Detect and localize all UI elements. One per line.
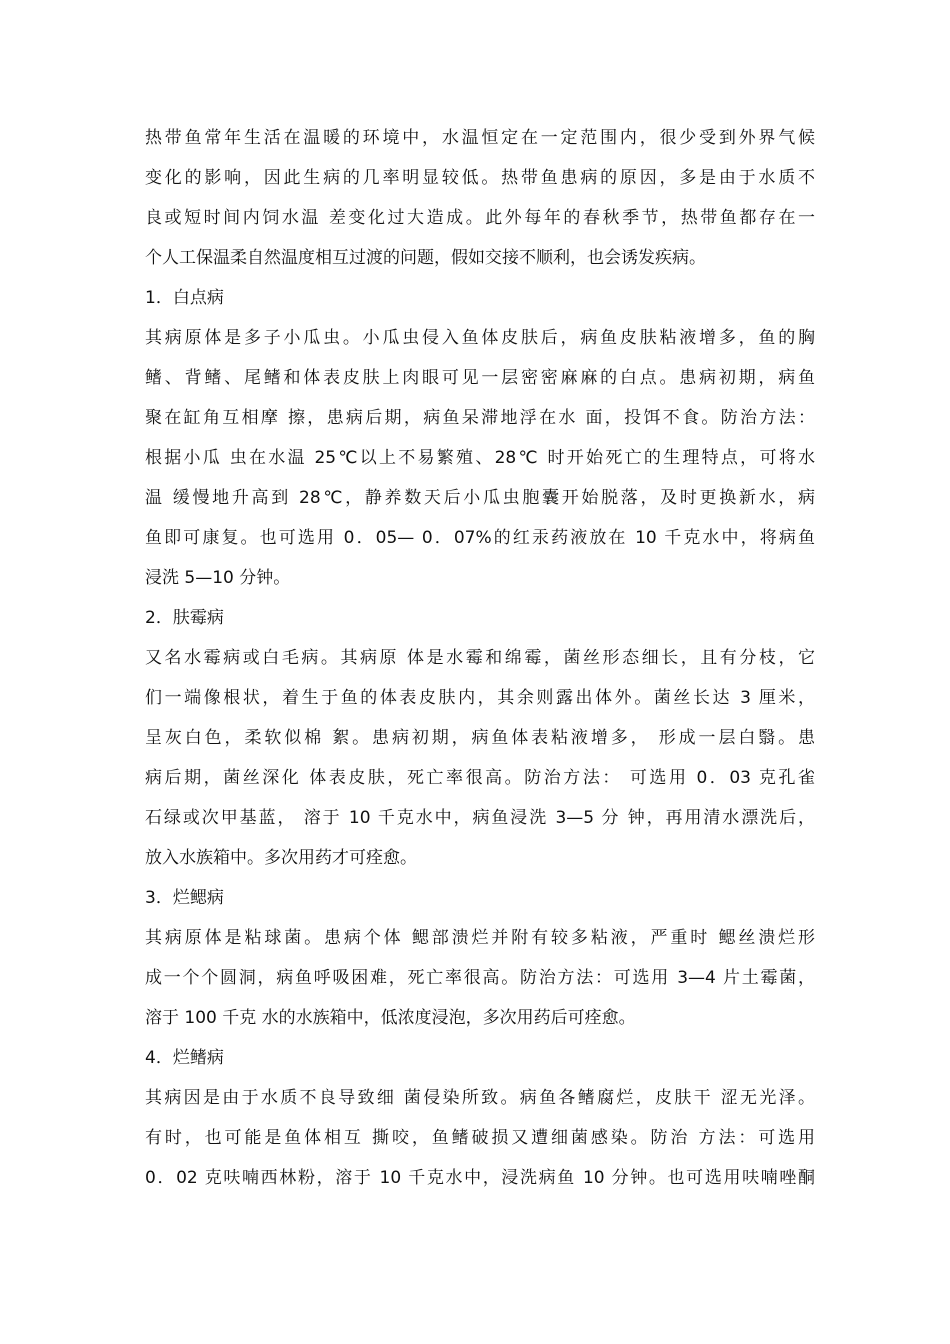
intro-line-4: 个人工保温柔自然温度相互过渡的问题，假如交接不顺利，也会诱发疾病。 [145,248,706,268]
section-line: 病后期，菌丝深化 体表皮肤，死亡率很高。防治方法： 可选用 0．03 克孔雀 [145,768,815,788]
section-line: 石绿或次甲基蓝， 溶于 10 千克水中，病鱼浸洗 3—5 分 钟，再用清水漂洗后， [145,808,815,828]
section-gill-rot [145,878,815,1038]
section-heading: 1．白点病 [145,288,224,308]
section-line: 放入水族箱中。多次用药才可痊愈。 [145,848,417,868]
section-line: 其病原体是多子小瓜虫。小瓜虫侵入鱼体皮肤后，病鱼皮肤粘液增多，鱼的胸 [145,328,815,348]
section-line: 聚在缸角互相摩 擦，患病后期，病鱼呆滞地浮在水 面，投饵不食。防治方法： [145,408,815,428]
section-fin-rot [145,1038,815,1198]
intro-line-3: 良或短时间内饲水温 差变化过大造成。此外每年的春秋季节，热带鱼都存在一 [145,208,815,228]
section-line: 们一端像根状，着生于鱼的体表皮肤内，其余则露出体外。菌丝长达 3 厘米， [145,688,815,708]
section-heading: 3．烂鳃病 [145,888,224,908]
intro-line-1: 热带鱼常年生活在温暖的环境中，水温恒定在一定范围内，很少受到外界气候 [145,128,815,148]
section-line: 成一个个圆洞，病鱼呼吸困难，死亡率很高。防治方法：可选用 3—4 片土霉菌， [145,968,815,988]
section-line: 根据小瓜 虫在水温 25℃以上不易繁殖、28℃ 时开始死亡的生理特点，可将水 [145,448,815,468]
section-line: 其病原体是粘球菌。患病个体 鳃部溃烂并附有较多粘液，严重时 鳃丝溃烂形 [145,928,815,948]
section-line: 溶于 100 千克 水的水族箱中，低浓度浸泡，多次用药后可痊愈。 [145,1008,636,1028]
section-line: 其病因是由于水质不良导致细 菌侵染所致。病鱼各鳍腐烂，皮肤干 涩无光泽。 [145,1088,815,1108]
section-line: 呈灰白色，柔软似棉 絮。患病初期，病鱼体表粘液增多， 形成一层白翳。患 [145,728,815,748]
section-heading: 2．肤霉病 [145,608,224,628]
section-line: 温 缓慢地升高到 28℃，静养数天后小瓜虫胞囊开始脱落，及时更换新水，病 [145,488,815,508]
intro-paragraph [145,118,815,278]
section-heading: 4．烂鳍病 [145,1048,224,1068]
section-skin-mold [145,598,815,878]
section-white-spot [145,278,815,598]
section-line: 鱼即可康复。也可选用 0．05— 0．07%的红汞药液放在 10 千克水中，将病鱼 [145,528,815,548]
section-line: 有时，也可能是鱼体相互 撕咬，鱼鳍破损又遭细菌感染。防治 方法：可选用 [145,1128,815,1148]
section-line: 浸洗 5—10 分钟。 [145,568,291,588]
document-body [145,118,815,1198]
section-line: 0．02 克呋喃西林粉，溶于 10 千克水中，浸洗病鱼 10 分钟。也可选用呋喃唑酮 [145,1168,815,1188]
intro-line-2: 变化的影响，因此生病的几率明显较低。热带鱼患病的原因，多是由于水质不 [145,168,815,188]
section-line: 鳍、背鳍、尾鳍和体表皮肤上肉眼可见一层密密麻麻的白点。患病初期，病鱼 [145,368,815,388]
section-line: 又名水霉病或白毛病。其病原 体是水霉和绵霉，菌丝形态细长，且有分枝，它 [145,648,815,668]
